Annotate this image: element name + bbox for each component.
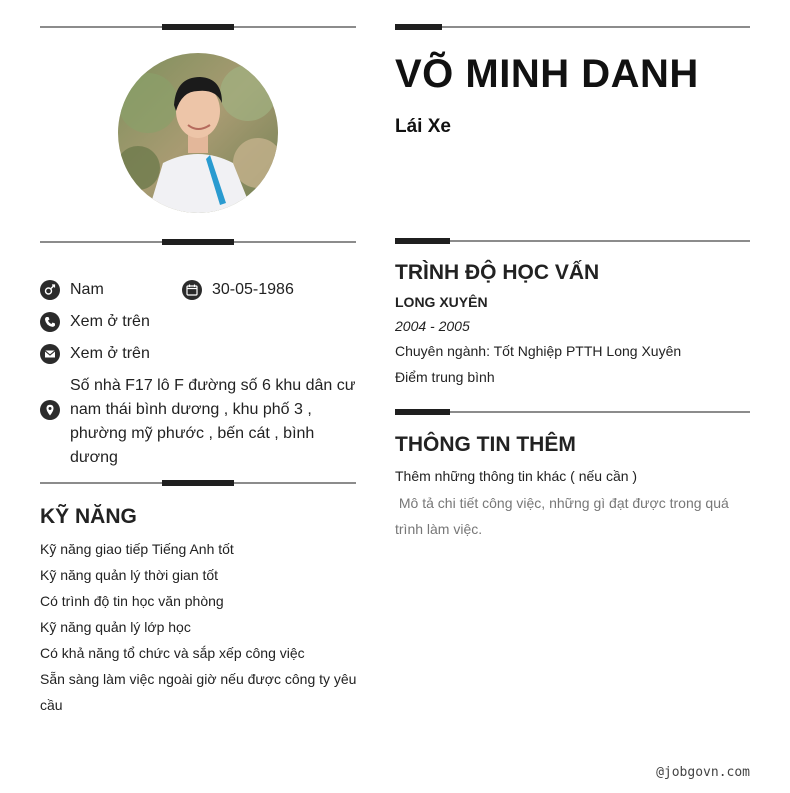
gender-icon (40, 280, 60, 300)
email-icon (40, 344, 60, 364)
birthdate-row (182, 280, 294, 300)
phone-value: Xem ở trên (70, 313, 150, 330)
candidate-name: VÕ MINH DANH (395, 52, 699, 96)
skill-item: Kỹ năng giao tiếp Tiếng Anh tốt (40, 541, 234, 557)
calendar-icon (182, 280, 202, 300)
skill-item: Kỹ năng quản lý thời gian tốt (40, 567, 219, 583)
watermark: @jobgovn.com (656, 765, 750, 780)
skill-item: Sẵn sàng làm việc ngoài giờ nếu được công ty yêu cầu (40, 671, 357, 713)
education-major: Chuyên ngành: Tốt Nghiệp PTTH Long Xuyên (395, 343, 682, 359)
gender-row (40, 280, 104, 300)
phone-row (40, 312, 150, 332)
skill-item: Kỹ năng quản lý lớp học (40, 619, 191, 635)
education-title: TRÌNH ĐỘ HỌC VẤN (395, 261, 600, 284)
skill-item: Có trình độ tin học văn phòng (40, 593, 224, 609)
additional-title: THÔNG TIN THÊM (395, 433, 576, 456)
job-title: Lái Xe (395, 116, 451, 137)
birthdate-value: 30-05-1986 (212, 281, 294, 298)
address-icon-holder (40, 400, 70, 420)
school-name: LONG XUYÊN (395, 294, 488, 310)
phone-icon (40, 312, 60, 332)
avatar (118, 53, 278, 213)
address-value: Số nhà F17 lô F đường số 6 khu dân cư nam thái bình dương , khu phố 3 , phường mỹ phước , bến cát , bình dương (70, 377, 356, 466)
education-grade: Điểm trung bình (395, 369, 495, 385)
additional-line: Thêm những thông tin khác ( nếu cần ) (395, 468, 638, 484)
gender-value: Nam (70, 281, 104, 298)
email-value: Xem ở trên (70, 345, 150, 362)
avatar-photo (118, 53, 278, 213)
additional-description: Mô tả chi tiết công việc, những gì đạt được trong quá trình làm việc. (395, 495, 733, 537)
education-period: 2004 - 2005 (395, 318, 470, 334)
skills-list (40, 536, 360, 718)
skills-title: KỸ NĂNG (40, 505, 137, 528)
location-pin-icon (40, 400, 60, 420)
email-row (40, 344, 150, 364)
skill-item: Có khả năng tổ chức và sắp xếp công việc (40, 645, 305, 661)
